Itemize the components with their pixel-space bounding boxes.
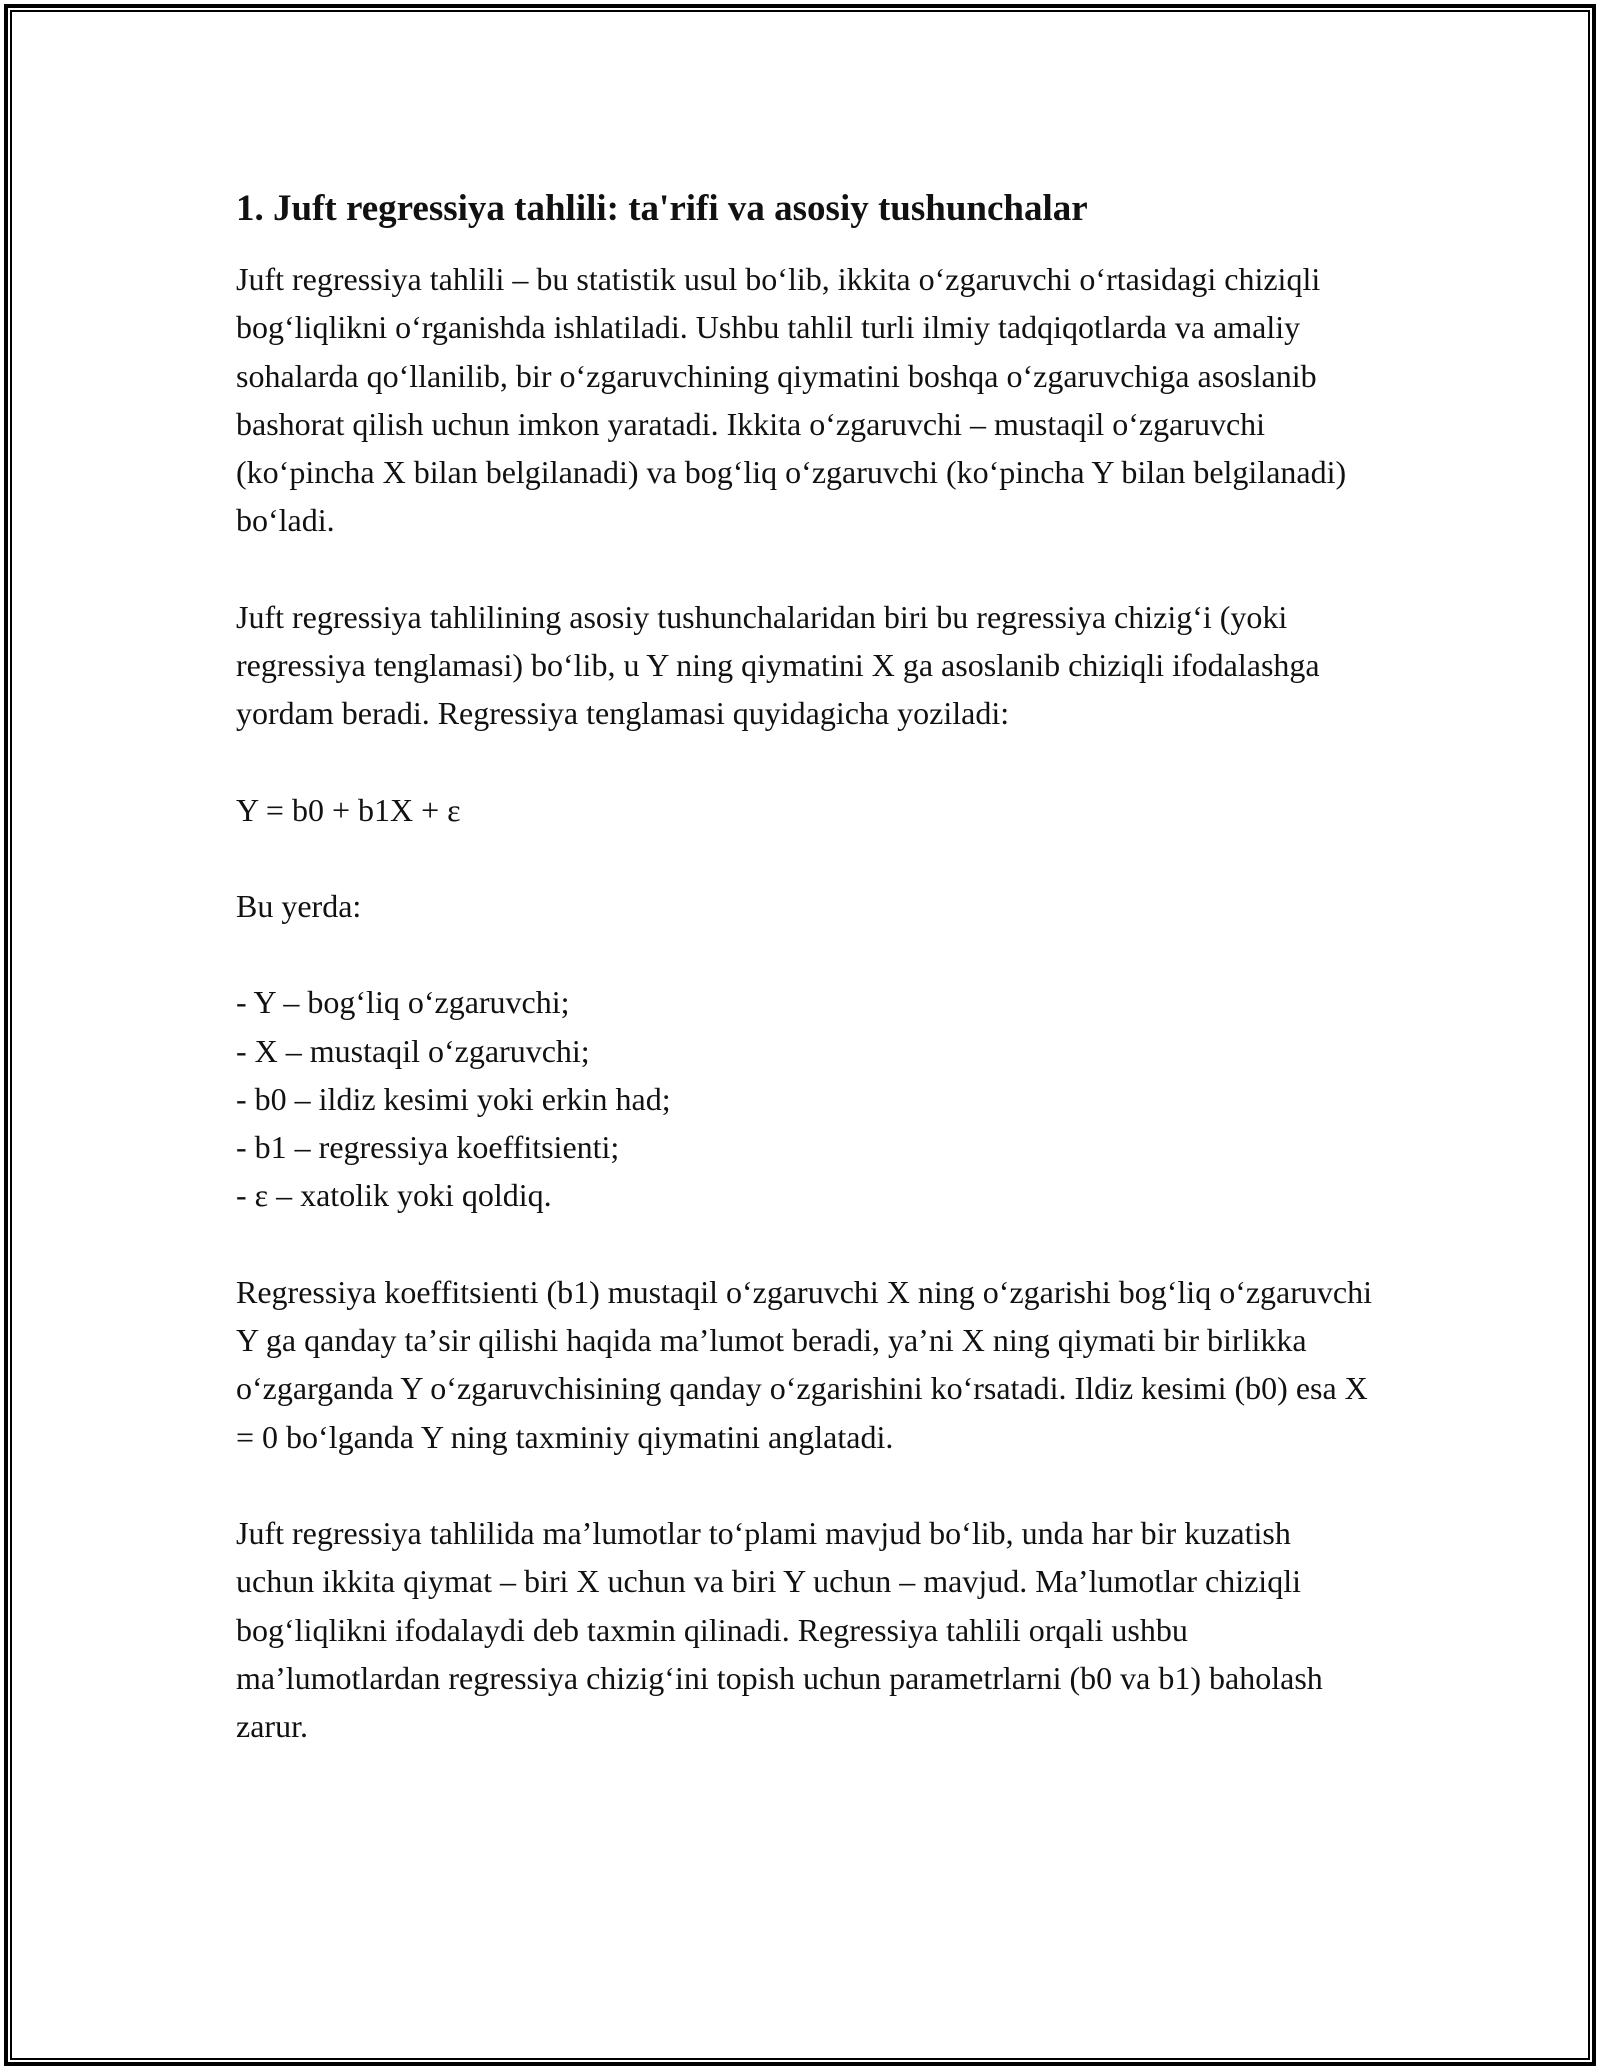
list-item-epsilon: - ε – xatolik yoki qoldiq. (236, 1177, 552, 1214)
list-item-x: - X – mustaqil oʻzgaruvchi; (236, 1032, 590, 1069)
term-definitions-list (236, 978, 1376, 1219)
paragraph-regression-line: Juft regressiya tahlilining asosiy tushunchalaridan biri bu regressiya chizigʻi (yoki regressiya tenglamasi) boʻlib, u Y ning qiymatini X ga asoslanib chiziqli ifodalashga yordam beradi. Regressiya tenglamasi quyidagicha yoziladi: (236, 598, 1320, 732)
list-item-b1: - b1 – regressiya koeffitsienti; (236, 1129, 620, 1166)
regression-equation: Y = b0 + b1X + ε (236, 791, 461, 828)
list-intro: Bu yerda: (236, 887, 362, 924)
document-body (236, 185, 1376, 1798)
paragraph-definition: Juft regressiya tahlili – bu statistik usul boʻlib, ikkita oʻzgaruvchi oʻrtasidagi chiziqli bogʻliqlikni oʻrganishda ishlatiladi. Ushbu tahlil turli ilmiy tadqiqotlarda va amaliy sohalarda qoʻllanilib, bir oʻzgaruvchining qiymatini boshqa oʻzgaruvchiga asoslanib bashorat qilish uchun imkon yaratadi. Ikkita oʻzgaruvchi – mustaqil oʻzgaruvchi (koʻpincha X bilan belgilanadi) va bogʻliq oʻzgaruvchi (koʻpincha Y bilan belgilanadi) boʻladi. (236, 261, 1347, 539)
paragraph-data-set: Juft regressiya tahlilida maʼlumotlar toʻplami mavjud boʻlib, unda har bir kuzatish uchun ikkita qiymat – biri X uchun va biri Y uchun – mavjud. Maʼlumotlar chiziqli bogʻliqlikni ifodalaydi deb taxmin qilinadi. Regressiya tahlili orqali ushbu maʼlumotlardan regressiya chizigʻini topish uchun parametrlarni (b0 va b1) baholash zarur. (236, 1514, 1323, 1745)
list-item-b0: - b0 – ildiz kesimi yoki erkin had; (236, 1080, 671, 1117)
section-heading: 1. Juft regressiya tahlili: ta'rifi va asosiy tushunchalar (236, 188, 1088, 229)
paragraph-coefficient: Regressiya koeffitsienti (b1) mustaqil oʻzgaruvchi X ning oʻzgarishi bogʻliq oʻzgaruvchi Y ga qanday taʼsir qilishi haqida maʼlumot beradi, yaʼni X ning qiymati bir birlikka oʻzgarganda Y oʻzgaruvchisining qanday oʻzgarishini koʻrsatadi. Ildiz kesimi (b0) esa X = 0 boʻlganda Y ning taxminiy qiymatini anglatadi. (236, 1273, 1372, 1455)
list-item-y: - Y – bogʻliq oʻzgaruvchi; (236, 984, 570, 1021)
